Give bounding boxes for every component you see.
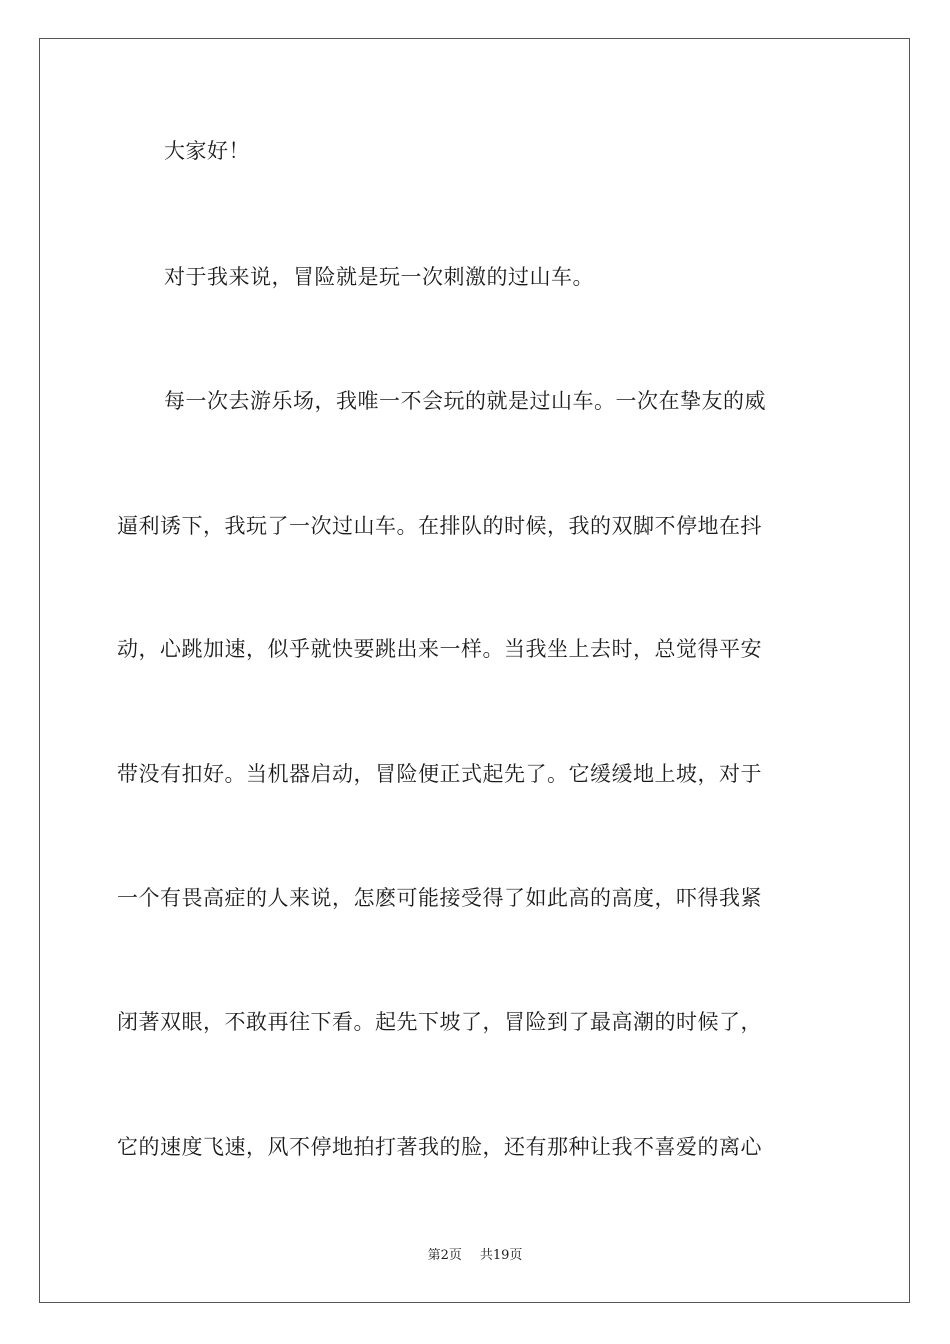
page-border — [39, 38, 910, 1303]
page-footer — [0, 1246, 950, 1266]
text-line: 大家好！ — [164, 139, 250, 163]
text-line: 对于我来说，冒险就是玩一次刺激的过山车。 — [164, 265, 594, 289]
text-line: 带没有扣好。当机器启动，冒险便正式起先了。它缓缓地上坡，对于 — [117, 762, 762, 786]
text-line: 每一次去游乐场，我唯一不会玩的就是过山车。一次在挚友的威 — [164, 389, 766, 413]
text-line: 一个有畏高症的人来说，怎麽可能接受得了如此高的高度，吓得我紧 — [117, 886, 762, 910]
text-line: 闭著双眼，不敢再往下看。起先下坡了，冒险到了最高潮的时候了， — [117, 1010, 762, 1034]
text-line: 逼利诱下，我玩了一次过山车。在排队的时候，我的双脚不停地在抖 — [117, 514, 762, 538]
text-line: 它的速度飞速，风不停地拍打著我的脸，还有那种让我不喜爱的离心 — [117, 1135, 762, 1159]
page-total: 共19页 — [479, 1248, 523, 1263]
text-line: 动，心跳加速，似乎就快要跳出来一样。当我坐上去时，总觉得平安 — [117, 637, 762, 661]
page-number: 第2页 — [427, 1248, 462, 1263]
